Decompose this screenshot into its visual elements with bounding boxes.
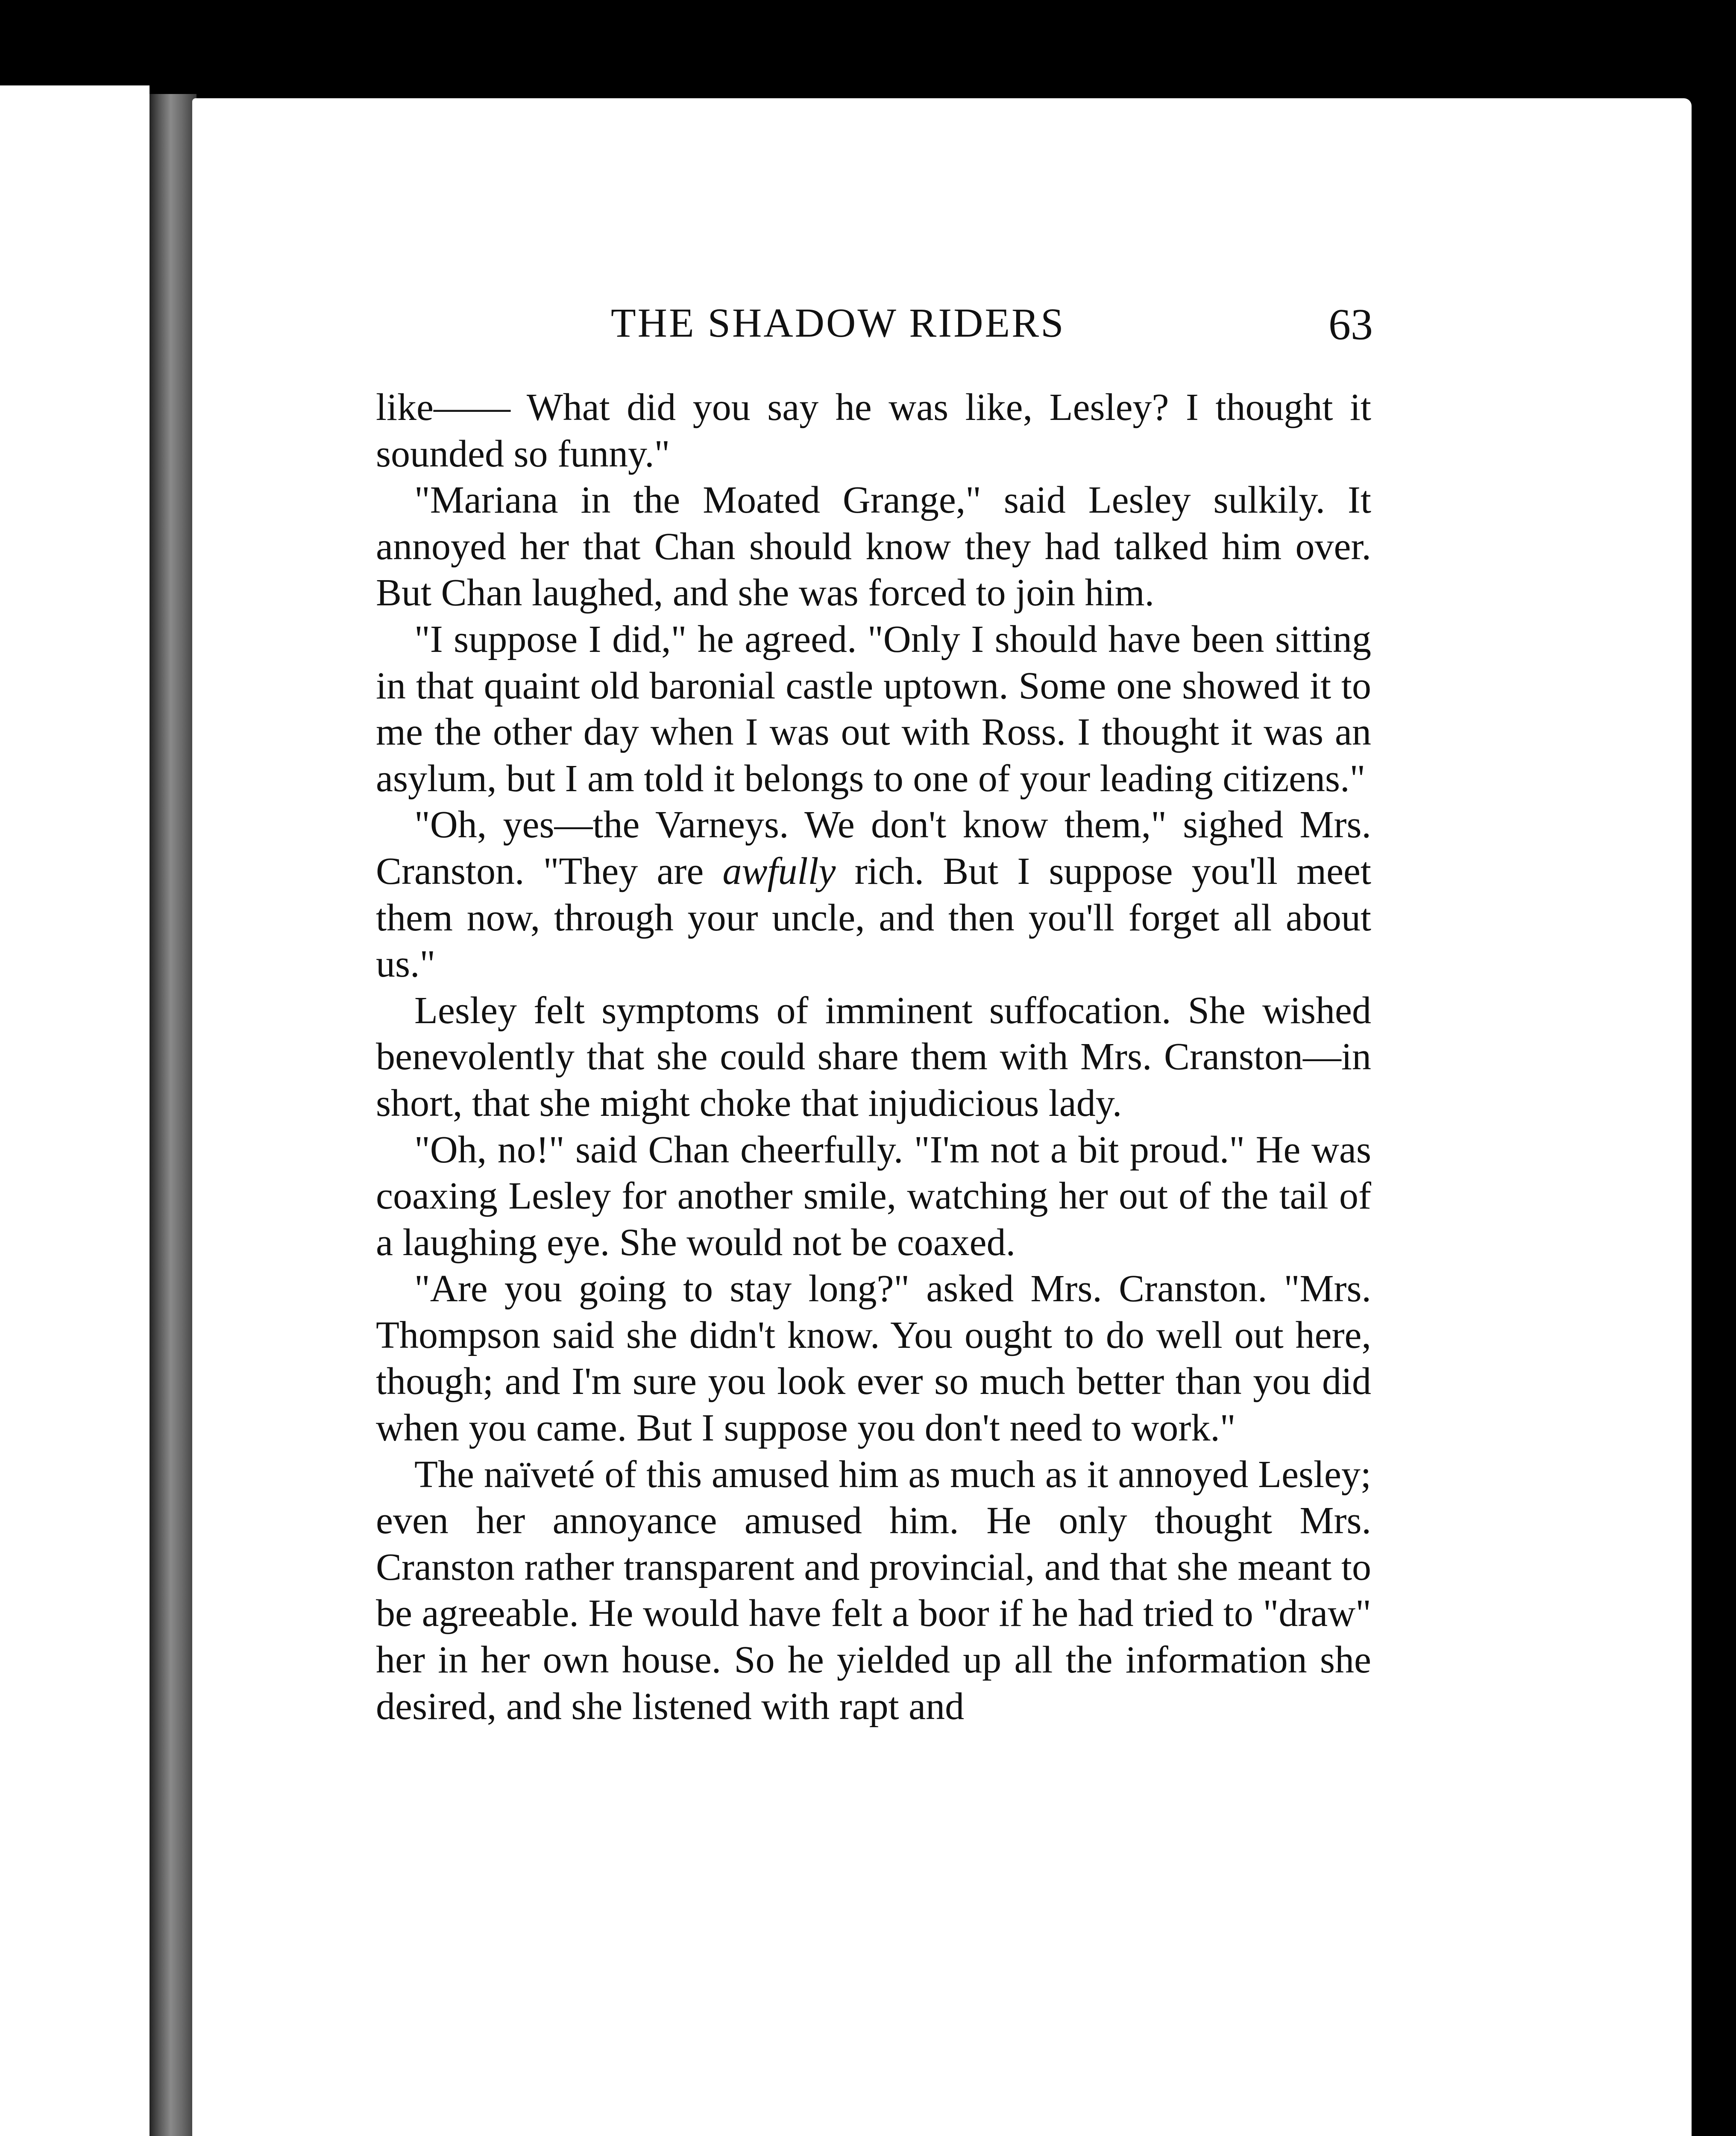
paragraph-5: Lesley felt symptoms of imminent suffocation. She wished benevolently that she could share them with Mrs. Cranston—in short, that she might choke that injudicious lady. — [376, 989, 1371, 1124]
paragraph-4 — [376, 802, 1371, 987]
paragraph-1: like—— What did you say he was like, Lesley? I thought it sounded so funny." — [376, 386, 1371, 475]
page-number: 63 — [1328, 300, 1373, 349]
running-title: THE SHADOW RIDERS — [611, 300, 1065, 346]
paragraph-4-after: rich. But I suppose you'll meet them now, through your uncle, and then you'll forget all about us." — [376, 850, 1371, 986]
emphasis-awfully: awfully — [722, 850, 836, 892]
paragraph-6: "Oh, no!" said Chan cheerfully. "I'm not a bit proud." He was coaxing Lesley for another smile, watching her out of the tail of a laughing eye. She would not be coaxed. — [376, 1128, 1371, 1264]
paragraph-7: "Are you going to stay long?" asked Mrs. Cranston. "Mrs. Thompson said she didn't know. You ought to do well out here, though; and I'm sure you look ever so much better than you did when you came. But I suppose you don't need to work." — [376, 1268, 1371, 1449]
paragraph-3: "I suppose I did," he agreed. "Only I should have been sitting in that quaint old baronial castle uptown. Some one showed it to me the other day when I was out with Ross. I thought it was an asylum, but I am told it belongs to one of your leading citizens." — [376, 618, 1371, 800]
book-spine — [150, 94, 196, 2136]
paragraph-4-before: "Oh, yes—the Varneys. We don't know them," sighed Mrs. Cranston. "They are — [376, 804, 1371, 892]
body-text — [376, 384, 1371, 1730]
facing-page-edge — [0, 85, 150, 2136]
paragraph-2: "Mariana in the Moated Grange," said Lesley sulkily. It annoyed her that Chan should know they had talked him over. But Chan laughed, and she was forced to join him. — [376, 479, 1371, 614]
paragraph-8: The naïveté of this amused him as much as it annoyed Lesley; even her annoyance amused him. He only thought Mrs. Cranston rather transparent and provincial, and that she meant to be agreeable. He would have felt a boor if he had tried to "draw" her in her own house. So he yielded up all the information she desired, and she listened with rapt and — [376, 1453, 1371, 1728]
